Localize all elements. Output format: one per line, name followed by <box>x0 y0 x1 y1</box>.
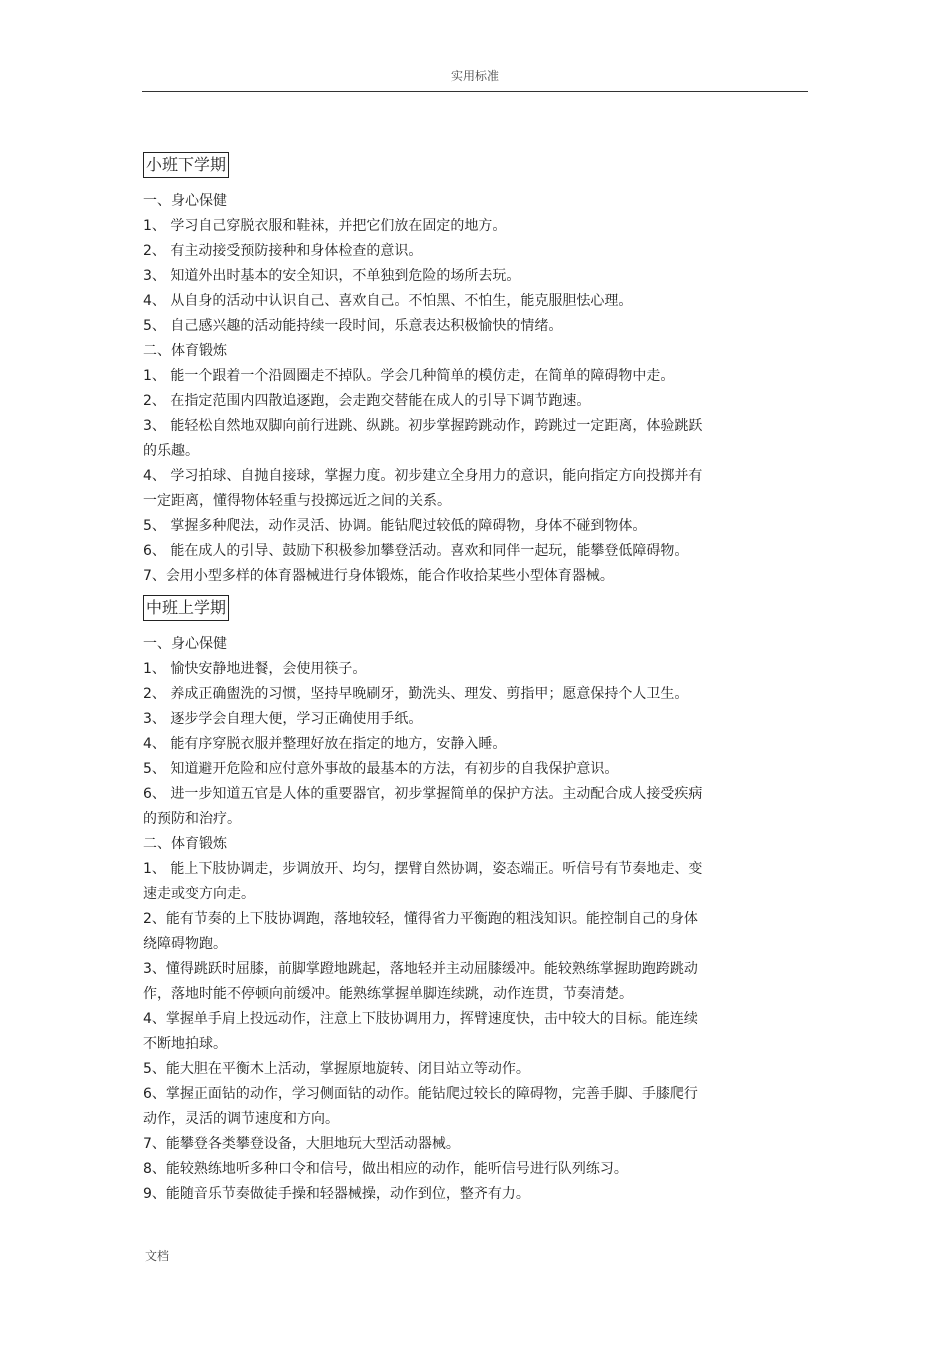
text-line: 5、能大胆在平衡木上活动，掌握原地旋转、闭目站立等动作。 <box>143 1061 530 1077</box>
text-line: 3、 能轻松自然地双脚向前行进跳、纵跳。初步掌握跨跳动作，跨跳过一定距离，体验跳跃 <box>143 418 703 434</box>
text-line: 一定距离，懂得物体轻重与投掷远近之间的关系。 <box>143 493 451 509</box>
text-line: 2、 在指定范围内四散追逐跑，会走跑交替能在成人的引导下调节跑速。 <box>143 393 591 409</box>
text-line: 7、能攀登各类攀登设备，大胆地玩大型活动器械。 <box>143 1136 460 1152</box>
text-line: 一、身心保健 <box>143 636 227 652</box>
text-line: 作，落地时能不停顿向前缓冲。能熟练掌握单脚连续跳，动作连贯，节奏清楚。 <box>143 986 633 1002</box>
page-header: 实用标准 <box>450 69 499 83</box>
text-line: 6、 进一步知道五官是人体的重要器官，初步掌握简单的保护方法。主动配合成人接受疾病 <box>143 786 703 802</box>
text-line: 7、会用小型多样的体育器械进行身体锻炼，能合作收拾某些小型体育器械。 <box>143 568 614 584</box>
text-line: 二、体育锻炼 <box>143 343 227 359</box>
text-line: 3、 逐步学会自理大便，学习正确使用手纸。 <box>143 711 423 727</box>
section-title: 小班下学期 <box>143 152 229 178</box>
text-line: 绕障碍物跑。 <box>143 936 227 952</box>
section-title: 中班上学期 <box>143 595 229 621</box>
text-line: 5、 掌握多种爬法，动作灵活、协调。能钻爬过较低的障碍物，身体不碰到物体。 <box>143 518 647 534</box>
page-footer: 文档 <box>145 1249 170 1263</box>
text-line: 9、能随音乐节奏做徒手操和轻器械操，动作到位，整齐有力。 <box>143 1186 530 1202</box>
text-line: 6、掌握正面钻的动作，学习侧面钻的动作。能钻爬过较长的障碍物，完善手脚、手膝爬行 <box>143 1086 698 1102</box>
text-line: 4、掌握单手肩上投远动作，注意上下肢协调用力，挥臂速度快，击中较大的目标。能连续 <box>143 1011 698 1027</box>
text-line: 4、 从自身的活动中认识自己、喜欢自己。不怕黑、不怕生，能克服胆怯心理。 <box>143 293 633 309</box>
text-line: 不断地拍球。 <box>143 1036 227 1052</box>
text-line: 1、 能上下肢协调走，步调放开、均匀，摆臂自然协调，姿态端正。听信号有节奏地走、变 <box>143 861 703 877</box>
text-line: 2、能有节奏的上下肢协调跑，落地较轻，懂得省力平衡跑的粗浅知识。能控制自己的身体 <box>143 911 698 927</box>
text-line: 动作，灵活的调节速度和方向。 <box>143 1111 339 1127</box>
text-line: 的乐趣。 <box>143 443 199 459</box>
document-body <box>143 152 743 1207</box>
text-line: 1、 学习自己穿脱衣服和鞋袜，并把它们放在固定的地方。 <box>143 218 507 234</box>
text-line: 1、 愉快安静地进餐，会使用筷子。 <box>143 661 367 677</box>
text-line: 的预防和治疗。 <box>143 811 241 827</box>
text-line: 1、 能一个跟着一个沿圆圈走不掉队。学会几种简单的模仿走，在简单的障碍物中走。 <box>143 368 675 384</box>
text-line: 5、 知道避开危险和应付意外事故的最基本的方法，有初步的自我保护意识。 <box>143 761 619 777</box>
text-line: 2、 养成正确盥洗的习惯，坚持早晚刷牙，勤洗头、理发、剪指甲；愿意保持个人卫生。 <box>143 686 689 702</box>
text-line: 5、 自己感兴趣的活动能持续一段时间，乐意表达积极愉快的情绪。 <box>143 318 563 334</box>
text-line: 6、 能在成人的引导、鼓励下积极参加攀登活动。喜欢和同伴一起玩，能攀登低障碍物。 <box>143 543 689 559</box>
text-line: 4、 能有序穿脱衣服并整理好放在指定的地方，安静入睡。 <box>143 736 507 752</box>
text-line: 2、 有主动接受预防接种和身体检查的意识。 <box>143 243 423 259</box>
text-line: 3、 知道外出时基本的安全知识，不单独到危险的场所去玩。 <box>143 268 521 284</box>
text-line: 二、体育锻炼 <box>143 836 227 852</box>
header-divider <box>142 91 808 92</box>
text-line: 4、 学习拍球、自抛自接球，掌握力度。初步建立全身用力的意识，能向指定方向投掷并有 <box>143 468 703 484</box>
text-line: 8、能较熟练地听多种口令和信号，做出相应的动作，能听信号进行队列练习。 <box>143 1161 628 1177</box>
text-line: 一、身心保健 <box>143 193 227 209</box>
text-line: 3、懂得跳跃时屈膝，前脚掌蹬地跳起，落地轻并主动屈膝缓冲。能较熟练掌握助跑跨跳动 <box>143 961 698 977</box>
text-line: 速走或变方向走。 <box>143 886 255 902</box>
